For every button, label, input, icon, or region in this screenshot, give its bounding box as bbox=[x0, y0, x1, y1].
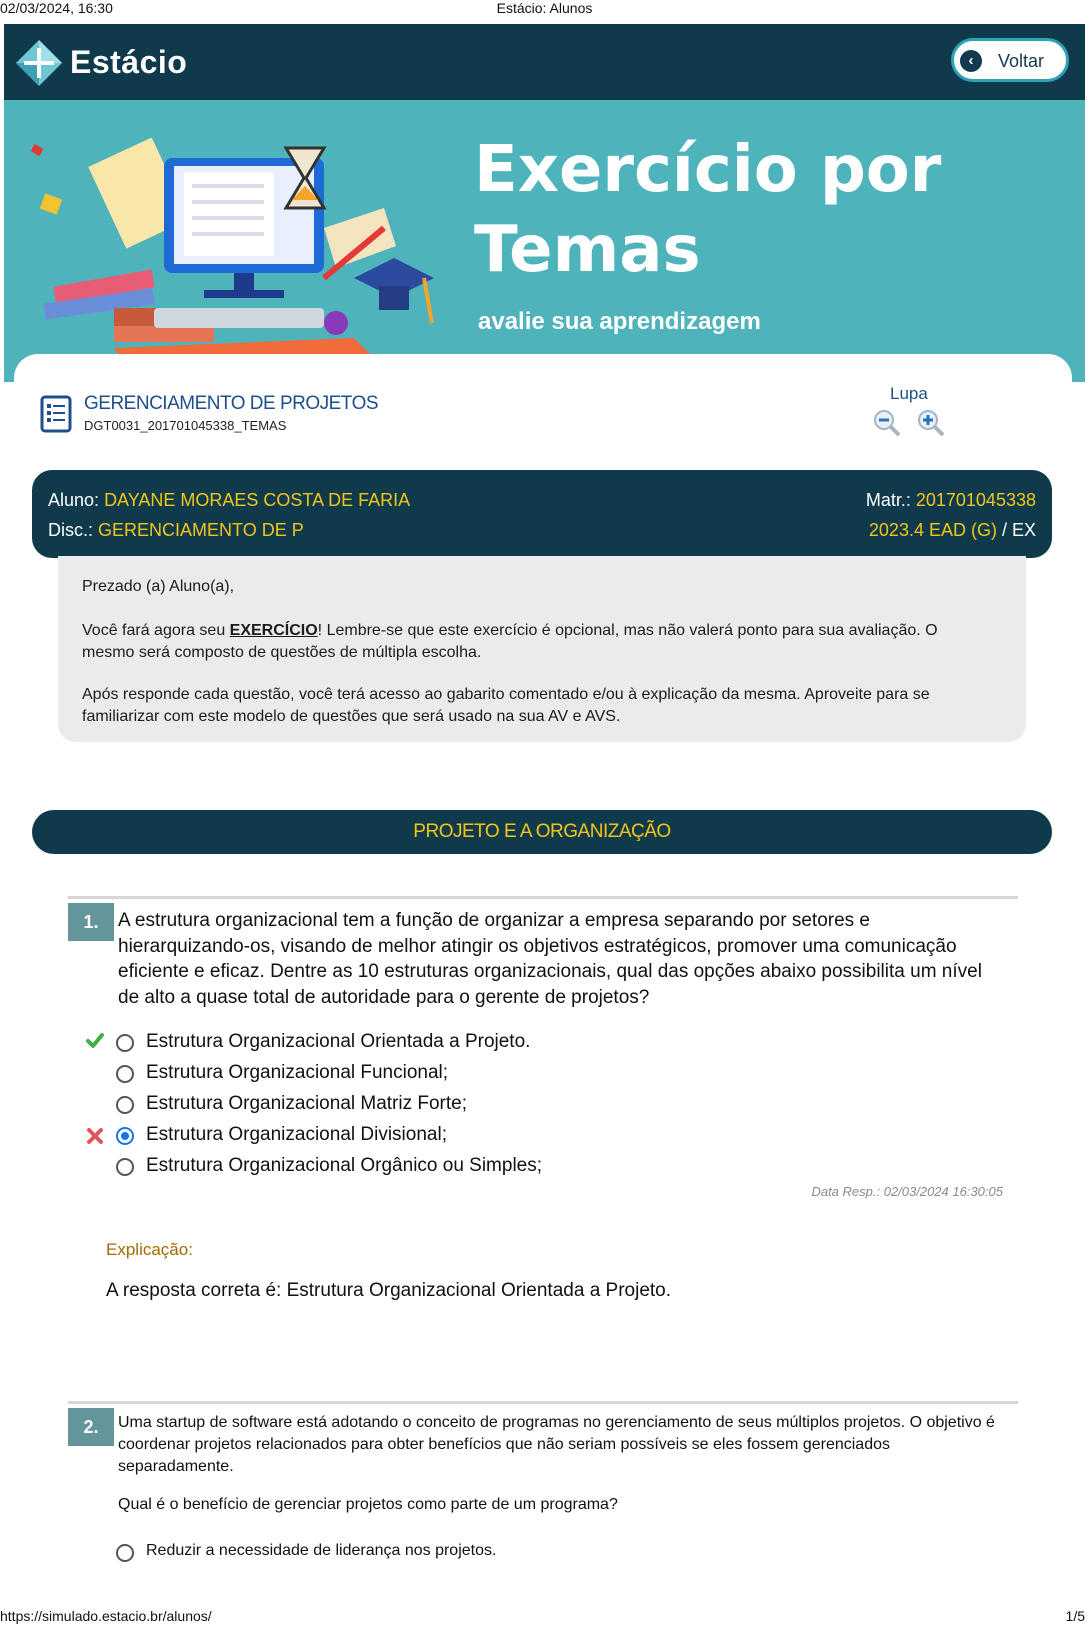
banner-title-line2: Temas bbox=[474, 213, 701, 287]
explanation-label: Explicação: bbox=[106, 1240, 193, 1259]
exercise-emphasis: EXERCÍCIO bbox=[229, 622, 318, 639]
top-bar bbox=[4, 24, 1085, 100]
radio-button[interactable] bbox=[116, 1158, 134, 1176]
option-label: Reduzir a necessidade de liderança nos projetos. bbox=[146, 1542, 497, 1559]
print-title: Estácio: Alunos bbox=[496, 0, 593, 16]
back-button-label: Voltar bbox=[998, 51, 1045, 71]
option-label: Estrutura Organizacional Orientada a Projeto. bbox=[146, 1031, 531, 1052]
question-divider bbox=[68, 896, 1018, 899]
zoom-out-icon[interactable] bbox=[872, 408, 902, 438]
question-divider bbox=[68, 1401, 1018, 1404]
question-number: 1. bbox=[68, 903, 114, 941]
back-button[interactable] bbox=[951, 38, 1069, 82]
course-title: GERENCIAMENTO DE PROJETOS bbox=[84, 393, 379, 414]
print-datetime: 02/03/2024, 16:30 bbox=[0, 0, 113, 16]
feedback-paragraph: Após responde cada questão, você terá acesso ao gabarito comentado e/ou à explicação da mesma. Aproveite para se familiarizar com este modelo de questões que será usado na sua AV e AVS. bbox=[82, 686, 930, 725]
question-text: A estrutura organizacional tem a função de organizar a empresa separando por setores e hierarquizando-os, visando de melhor atingir os objetivos estratégicos, promover uma comunicação eficiente e eficaz. Dentre as 10 estruturas organizacionais, qual das opções abaixo possibilita um nível de alto a quase total de autoridade para o gerente de projetos? bbox=[118, 910, 982, 1008]
course-code: DGT0031_201701045338_TEMAS bbox=[84, 418, 287, 433]
document-list-icon bbox=[40, 395, 72, 433]
period-separator: / bbox=[996, 520, 1012, 540]
discipline-row bbox=[48, 520, 304, 541]
explanation-text: A resposta correta é: Estrutura Organizacional Orientada a Projeto. bbox=[106, 1280, 672, 1301]
student-name-row bbox=[48, 490, 410, 511]
print-header bbox=[0, 0, 1089, 18]
study-illustration-icon bbox=[24, 138, 454, 378]
zoom-in-icon[interactable] bbox=[916, 408, 946, 438]
enrollment-label: Matr.: bbox=[865, 490, 911, 510]
question-number: 2. bbox=[68, 1408, 114, 1446]
estacio-logo-icon bbox=[14, 38, 64, 88]
section-title-bar: PROJETO E A ORGANIZAÇÃO bbox=[32, 810, 1052, 854]
wrong-cross-icon bbox=[86, 1127, 104, 1145]
instructions-box bbox=[58, 556, 1026, 742]
correct-check-icon bbox=[86, 1032, 104, 1050]
chevron-left-icon: ‹ bbox=[960, 50, 982, 72]
option-label: Estrutura Organizacional Funcional; bbox=[146, 1062, 449, 1083]
lupa-label: Lupa bbox=[890, 384, 928, 403]
discipline-label: Disc.: bbox=[48, 520, 93, 540]
enrollment-row bbox=[866, 490, 1036, 511]
instructions-before: Você fará agora seu bbox=[82, 622, 230, 639]
print-footer bbox=[0, 1608, 1089, 1626]
print-url: https://simulado.estacio.br/alunos/ bbox=[0, 1608, 212, 1624]
period-value: 2023.4 EAD (G) bbox=[868, 520, 997, 540]
banner-subtitle: avalie sua aprendizagem bbox=[478, 308, 761, 335]
hero-banner bbox=[4, 100, 1085, 382]
radio-button[interactable] bbox=[116, 1096, 134, 1114]
instructions-paragraph bbox=[82, 620, 992, 664]
radio-button-selected[interactable] bbox=[116, 1127, 134, 1145]
option-label: Estrutura Organizacional Matriz Forte; bbox=[146, 1093, 468, 1114]
greeting-text: Prezado (a) Aluno(a), bbox=[82, 578, 235, 595]
radio-button[interactable] bbox=[116, 1065, 134, 1083]
radio-button[interactable] bbox=[116, 1034, 134, 1052]
discipline-name: GERENCIAMENTO DE P bbox=[98, 520, 304, 540]
banner-title bbox=[474, 130, 941, 290]
radio-button[interactable] bbox=[116, 1544, 134, 1562]
enrollment-number: 201701045338 bbox=[915, 490, 1036, 510]
brand-name: Estácio bbox=[70, 44, 188, 80]
period-row bbox=[869, 520, 1036, 541]
option-label: Estrutura Organizacional Divisional; bbox=[146, 1124, 447, 1145]
student-info-bar bbox=[32, 470, 1052, 558]
student-name: DAYANE MORAES COSTA DE FARIA bbox=[104, 490, 411, 510]
banner-title-line1: Exercício por bbox=[474, 133, 942, 207]
answer-timestamp: Data Resp.: 02/03/2024 16:30:05 bbox=[811, 1184, 1003, 1199]
exercise-type: EX bbox=[1011, 520, 1036, 540]
print-page-number: 1/5 bbox=[1065, 1608, 1085, 1624]
instructions-after: ! Lembre-se que este exercício é opcional, mas não valerá ponto para sua avaliação. O mesmo será composto de questões de múltipla escolha. bbox=[82, 622, 938, 661]
question-prompt: Qual é o benefício de gerenciar projetos como parte de um programa? bbox=[118, 1496, 618, 1513]
question-text: Uma startup de software está adotando o conceito de programas no gerenciamento de seus múltiplos projetos. O objetivo é coordenar projetos relacionados para obter benefícios que não seriam possíveis se eles fossem gerenciados separadamente. bbox=[118, 1414, 995, 1475]
option-label: Estrutura Organizacional Orgânico ou Simples; bbox=[146, 1155, 543, 1176]
student-label: Aluno: bbox=[48, 490, 100, 510]
